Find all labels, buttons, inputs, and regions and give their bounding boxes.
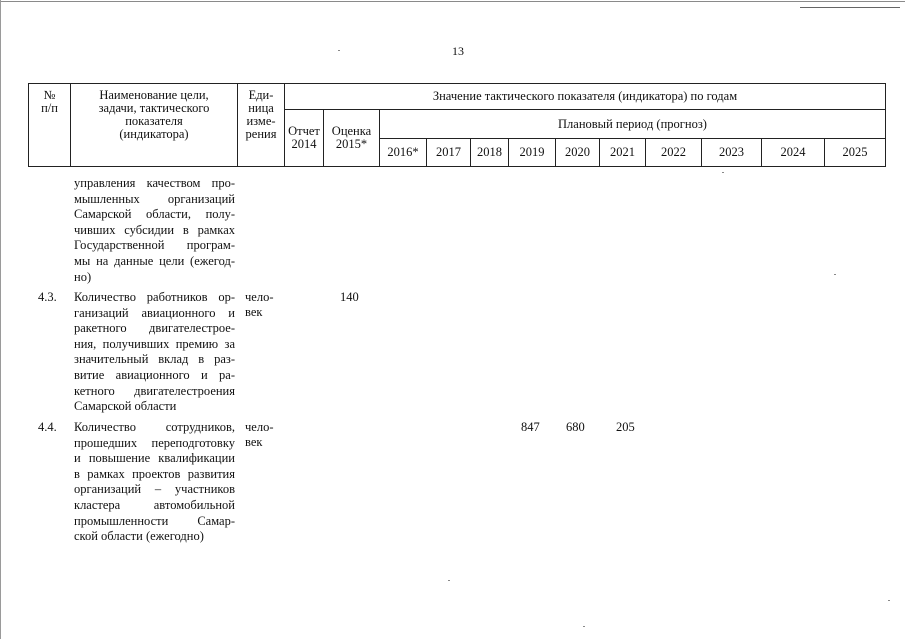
page-frame-top — [0, 1, 905, 2]
header-year-2018: 2018 — [471, 139, 509, 167]
scan-speck — [338, 50, 340, 51]
row-4-3-unit: чело- век — [245, 290, 274, 319]
page-frame-mark — [800, 7, 900, 8]
header-unit: Еди- ница изме- рения — [238, 84, 285, 167]
header-year-2024: 2024 — [762, 139, 825, 167]
header-year-2017: 2017 — [427, 139, 471, 167]
header-year-2025: 2025 — [825, 139, 886, 167]
row-4-3-name: Количество работников ор- ганизаций авиационного и ракетного двигателестрое- ния, получивших премию за значительный вклад в раз- витие авиационного и ра- кетного двигателестроения Самарской области — [74, 290, 235, 414]
header-year-2022: 2022 — [646, 139, 702, 167]
header-table — [28, 83, 886, 167]
row-4-3-estimate-2015: 140 — [340, 290, 359, 304]
header-year-2021: 2021 — [600, 139, 646, 167]
header-report: Отчет 2014 — [285, 110, 324, 167]
scan-speck — [834, 274, 836, 275]
header-year-2019: 2019 — [509, 139, 556, 167]
header-num: № п/п — [29, 84, 71, 167]
row-4-4-name: Количество сотрудников, прошедших переподготовку и повышение квалификации в рамках проектов развития организаций – участников кластера автомобильной промышленности Самар- ской области (ежегодно) — [74, 420, 235, 544]
header-year-2016: 2016* — [380, 139, 427, 167]
page-frame-left — [0, 0, 1, 639]
scan-speck — [583, 626, 585, 627]
row-4-4-value-2020: 680 — [566, 420, 585, 434]
header-plan: Плановый период (прогноз) — [380, 110, 886, 139]
page-number: 13 — [452, 44, 464, 58]
header-year-2020: 2020 — [556, 139, 600, 167]
row-4-4-value-2021: 205 — [616, 420, 635, 434]
row-4-4-value-2019: 847 — [521, 420, 540, 434]
row-4-4-number: 4.4. — [38, 420, 57, 434]
scan-speck — [722, 172, 724, 173]
header-estimate: Оценка 2015* — [324, 110, 380, 167]
header-year-2023: 2023 — [702, 139, 762, 167]
header-name: Наименование цели, задачи, тактического показателя (индикатора) — [71, 84, 238, 167]
row-continuation-name: управления качеством про- мышленных организаций Самарской области, полу- чивших субсидии в рамках Государственной програм- мы на данные цели (ежегод- но) — [74, 176, 235, 284]
header-values-title: Значение тактического показателя (индикатора) по годам — [285, 84, 886, 110]
row-4-3-number: 4.3. — [38, 290, 57, 304]
row-4-4-unit: чело- век — [245, 420, 274, 449]
scan-speck — [888, 600, 890, 601]
scan-speck — [448, 580, 450, 581]
